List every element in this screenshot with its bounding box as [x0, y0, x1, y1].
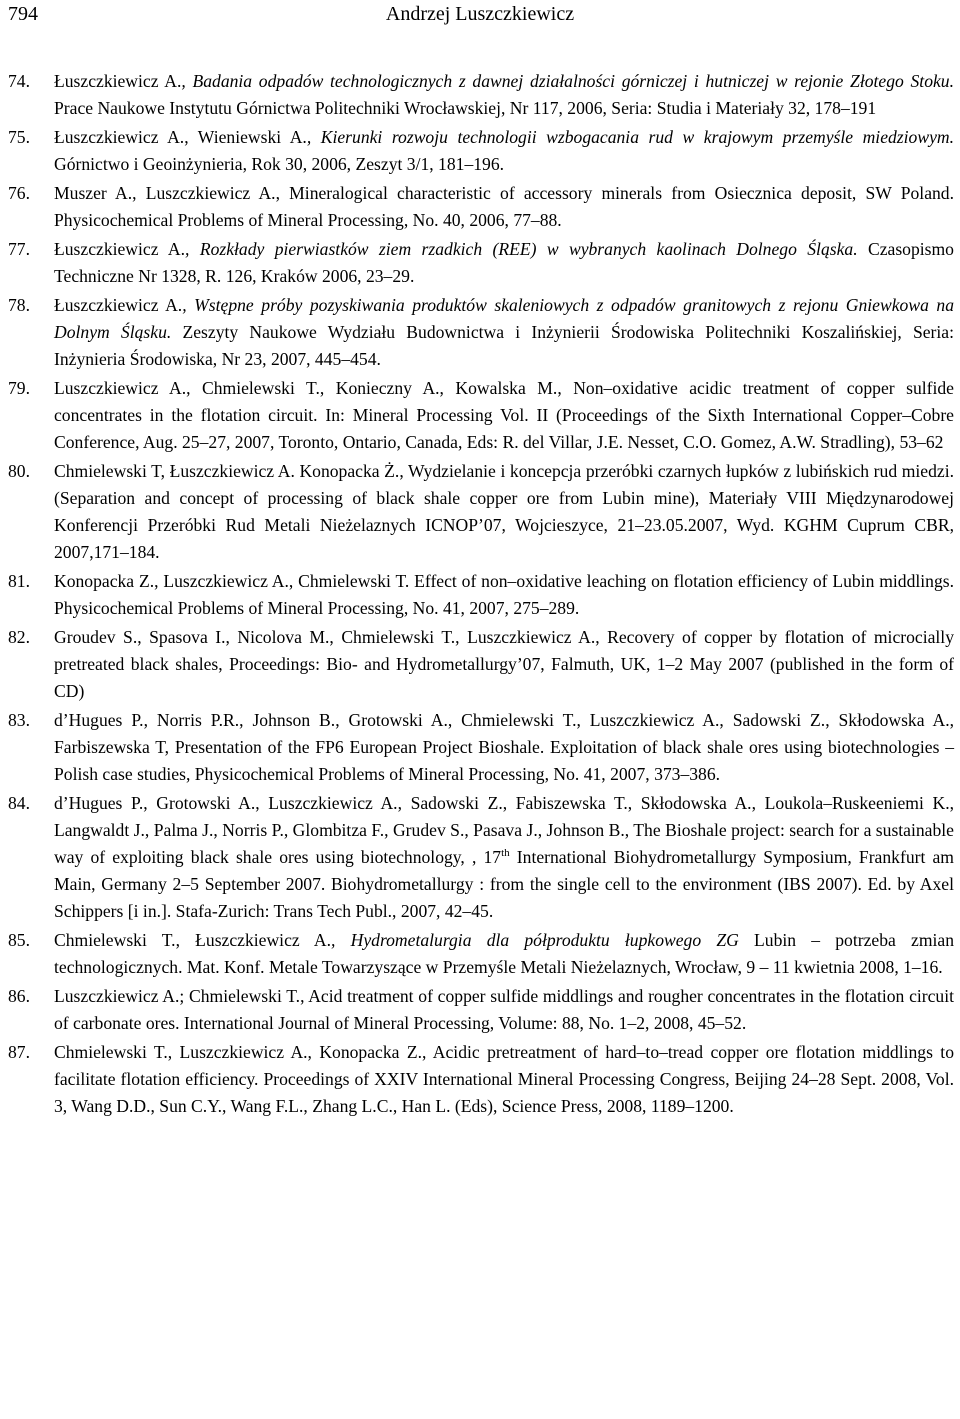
reference-source: , Mineralogical characteristic of accessory minerals from Osiecznica deposit, SW Poland. Physicochemical Problems of Mineral Processing, No. 40, 2006, 77–88. — [54, 183, 954, 230]
running-head: Andrzej Luszczkiewicz — [385, 3, 575, 25]
reference-number: 77. — [8, 239, 30, 259]
reference-authors: Łuszczkiewicz A. — [54, 295, 183, 315]
reference-item — [8, 983, 954, 1037]
reference-item — [8, 927, 954, 981]
reference-number: 82. — [8, 627, 30, 647]
reference-number: 74. — [8, 71, 30, 91]
reference-item — [8, 68, 954, 122]
reference-item — [8, 790, 954, 925]
reference-title: , Kierunki rozwoju technologii wzbogacania rud w krajowym przemyśle miedziowym. — [306, 127, 954, 147]
reference-number: 85. — [8, 930, 30, 950]
reference-source: , The Bioshale project: search for a sustainable way of exploiting black shale ores using biotechnology, , 17 — [54, 820, 954, 867]
reference-source: Czasopismo Techniczne Nr 1328, R. 126, Kraków 2006, 23–29. — [54, 239, 954, 286]
reference-number: 83. — [8, 710, 30, 730]
reference-authors: Łuszczkiewicz A. — [54, 71, 182, 91]
reference-authors: Konopacka Z., Luszczkiewicz A., Chmielewski T. — [54, 571, 410, 591]
reference-authors: Łuszczkiewicz A. — [54, 239, 186, 259]
reference-title: , Hydrometalurgia dla półproduktu łupkowego ZG — [331, 930, 739, 950]
reference-item — [8, 568, 954, 622]
reference-number: 78. — [8, 295, 30, 315]
reference-item — [8, 124, 954, 178]
reference-title: , Badania odpadów technologicznych z dawnej działalności górniczej i hutniczej w rejonie Złotego Stoku. — [181, 71, 954, 91]
reference-item — [8, 458, 954, 566]
reference-source: , Acid treatment of copper sulfide middlings and rougher concentrates in the flotation circuit of carbonate ores. International Journal of Mineral Processing, Volume: 88, No. 1–2, 2008, 45–52. — [54, 986, 955, 1033]
reference-number: 76. — [8, 183, 30, 203]
reference-list — [8, 68, 954, 1122]
reference-number: 87. — [8, 1042, 30, 1062]
reference-source: Lubin – potrzeba zmian technologicznych. Mat. Konf. Metale Towarzyszące w Przemyśle Metali Nieżelaznych, Wrocław, 9 – 11 kwietnia 2008, 1–16. — [54, 930, 955, 977]
reference-authors: Chmielewski T., Luszczkiewicz A., Konopacka Z. — [54, 1042, 422, 1062]
reference-item — [8, 1039, 954, 1120]
reference-source: , Non–oxidative acidic treatment of copper sulfide concentrates in the flotation circuit. In: Mineral Processing Vol. II (Proceedings of the Sixth International Copper–Cobre Conference, Aug. 25–27, 2007, Toronto, Ontario, Canada, Eds: R. del Villar, J.E. Nesset, C.O. Gomez, A.W. Stradling), 53–62 — [54, 378, 954, 452]
reference-title: , Wstępne próby pozyskiwania produktów skaleniowych z odpadów granitowych z rejonu Gniewkowa na Dolnym Śląsku. — [54, 295, 954, 342]
reference-number: 80. — [8, 461, 30, 481]
reference-source: , Presentation of the FP6 European Project Bioshale. Exploitation of black shale ores using biotechnologies – Polish case studies, Physicochemical Problems of Mineral Processing, No. 41, 2007, 373–386. — [54, 737, 954, 784]
page-number: 794 — [8, 3, 38, 25]
ordinal-superscript: th — [501, 847, 510, 860]
reference-source: Effect of non–oxidative leaching on flotation efficiency of Lubin middlings. Physicochemical Problems of Mineral Processing, No. 41, 2007, 275–289. — [54, 571, 954, 618]
reference-item — [8, 236, 954, 290]
reference-item — [8, 292, 954, 373]
reference-source-continued: International Biohydrometallurgy Symposium, Frankfurt am Main, Germany 2–5 September 2007. Biohydrometallurgy : from the single cell to the environment (IBS 2007). Ed. by Axel Schippers [i in.]. Stafa-Zurich: Trans Tech Publ., 2007, 42–45. — [54, 847, 954, 921]
reference-number: 84. — [8, 793, 30, 813]
reference-item — [8, 707, 954, 788]
reference-number: 79. — [8, 378, 30, 398]
reference-authors: Muszer A., Luszczkiewicz A. — [54, 183, 276, 203]
reference-item — [8, 180, 954, 234]
reference-number: 81. — [8, 571, 30, 591]
reference-source: Górnictwo i Geoinżynieria, Rok 30, 2006, Zeszyt 3/1, 181–196. — [54, 154, 505, 174]
reference-authors: Chmielewski T., Łuszczkiewicz A. — [54, 930, 332, 950]
reference-item — [8, 624, 954, 705]
reference-number: 75. — [8, 127, 30, 147]
reference-source: , Recovery of copper by flotation of microcially pretreated black shales, Proceedings: Bio- and Hydrometallurgy’07, Falmuth, UK, 1–2 May 2007 (published in the form of CD) — [54, 627, 954, 701]
reference-authors: Luszczkiewicz A.; Chmielewski T. — [54, 986, 301, 1006]
reference-authors: Luszczkiewicz A., Chmielewski T., Konieczny A., Kowalska M. — [54, 378, 558, 398]
reference-source: Zeszyty Naukowe Wydziału Budownictwa i Inżynierii Środowiska Politechniki Koszalińskiej, Seria: Inżynieria Środowiska, Nr 23, 2007, 445–454. — [54, 322, 954, 369]
reference-authors: d’Hugues P., Norris P.R., Johnson B., Grotowski A., Chmielewski T., Luszczkiewicz A., Sadowski Z., Skłodowska A., Farbiszewska T — [54, 710, 954, 757]
reference-source: , Acidic pretreatment of hard–to–tread copper ore flotation middlings to facilitate flotation efficiency. Proceedings of XXIV International Mineral Processing Congress, Beijing 24–28 Sept. 2008, Vol. 3, Wang D.D., Sun C.Y., Wang F.L., Zhang L.C., Han L. (Eds), Science Press, 2008, 1189–1200. — [54, 1042, 954, 1116]
reference-source: Prace Naukowe Instytutu Górnictwa Politechniki Wrocławskiej, Nr 117, 2006, Seria: Studia i Materiały 32, 178–191 — [54, 98, 877, 118]
reference-item — [8, 375, 954, 456]
reference-number: 86. — [8, 986, 30, 1006]
reference-authors: Łuszczkiewicz A., Wieniewski A. — [54, 127, 307, 147]
reference-authors: Chmielewski T, Łuszczkiewicz A. Konopacka Ż. — [54, 461, 400, 481]
reference-authors: Groudev S., Spasova I., Nicolova M., Chmielewski T., Luszczkiewicz A. — [54, 627, 596, 647]
page-header — [0, 0, 960, 30]
reference-title: , Rozkłady pierwiastków ziem rzadkich (REE) w wybranych kaolinach Dolnego Śląska. — [185, 239, 858, 259]
reference-authors: d’Hugues P., Grotowski A., Luszczkiewicz A., Sadowski Z., Fabiszewska T., Skłodowska A., Loukola–Ruskeeniemi K., Langwaldt J., Palma J., Norris P., Glombitza F., Grudev S., Pasava J., Johnson B. — [54, 793, 954, 840]
reference-source: , Wydzielanie i koncepcja przeróbki czarnych łupków z lubińskich rud miedzi. (Separation and concept of processing of black shale copper ore from Lubin mine), Materiały VIII Międzynarodowej Konferencji Przeróbki Rud Metali Nieżelaznych ICNOP’07, Wojcieszyce, 21–23.05.2007, Wyd. KGHM Cuprum CBR, 2007,171–184. — [54, 461, 954, 562]
